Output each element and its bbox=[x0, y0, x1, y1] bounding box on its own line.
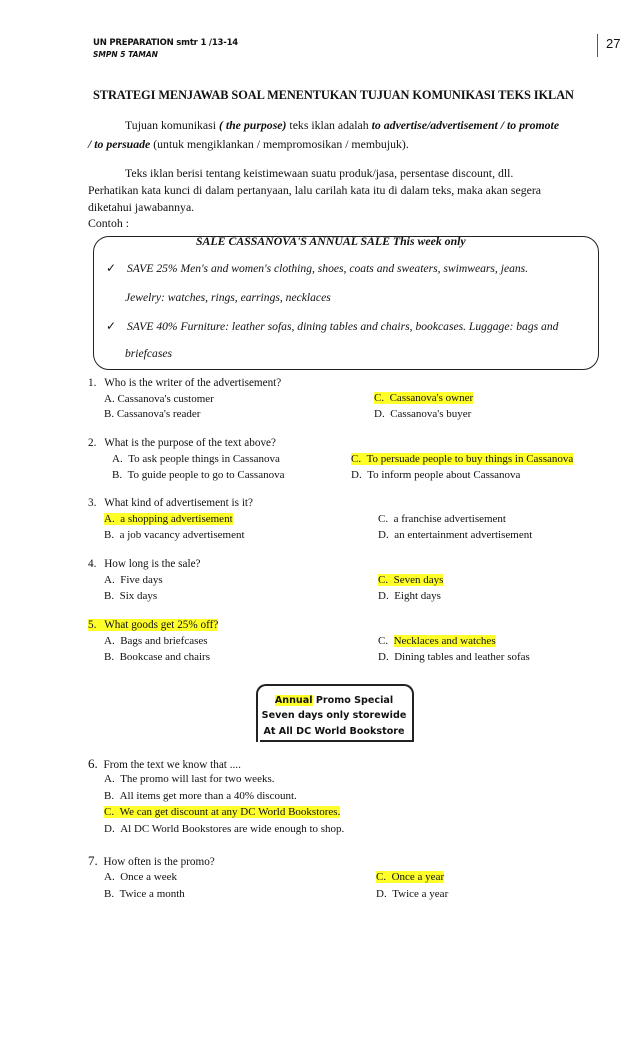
option-text: Seven days bbox=[393, 574, 444, 586]
option-letter: A. bbox=[104, 393, 115, 405]
intro-purpose: ( the purpose) bbox=[218, 118, 287, 132]
option-text: Cassanova's customer bbox=[117, 393, 214, 405]
option-text: To persuade people to buy things in Cassanova bbox=[366, 453, 574, 465]
option-text: To guide people to go to Cassanova bbox=[127, 469, 285, 481]
option-letter: C. bbox=[378, 574, 389, 586]
option-letter: C. bbox=[376, 871, 387, 883]
intro-text: (untuk mengiklankan / mempromosikan / membujuk). bbox=[150, 137, 409, 151]
option-letter: B. bbox=[104, 408, 115, 420]
option-text: The promo will last for two weeks. bbox=[120, 773, 275, 785]
question-text: How often is the promo? bbox=[103, 856, 215, 868]
advert-item-1-line-2: Jewelry: watches, rings, earrings, necklaces bbox=[125, 291, 331, 304]
option-text: a job vacancy advertisement bbox=[119, 529, 245, 541]
q3-option-a[interactable] bbox=[104, 513, 233, 525]
option-text: Al DC World Bookstores are wide enough to shop. bbox=[120, 823, 345, 835]
checkmark-icon: ✓ bbox=[106, 319, 117, 333]
page-number-divider bbox=[597, 34, 598, 57]
intro-p2-line-2: Perhatikan kata kunci di dalam pertanyaan, lalu carilah kata itu di dalam teks, maka akan segera bbox=[88, 183, 542, 197]
q6-option-d[interactable] bbox=[104, 823, 344, 835]
option-letter: A. bbox=[104, 635, 115, 647]
page-number: 27 bbox=[606, 36, 621, 51]
question-text: What is the purpose of the text above? bbox=[104, 437, 276, 449]
q1-option-d[interactable] bbox=[374, 408, 471, 420]
question-number: 7. bbox=[88, 853, 98, 868]
option-letter: B. bbox=[104, 529, 115, 541]
checkmark-icon: ✓ bbox=[106, 261, 117, 275]
option-text: Bags and briefcases bbox=[120, 635, 208, 647]
question-number: 6. bbox=[88, 756, 98, 771]
option-letter: C. bbox=[104, 806, 115, 818]
option-text: To ask people things in Cassanova bbox=[128, 453, 280, 465]
intro-keywords: / to persuade bbox=[88, 137, 151, 151]
q5-option-a[interactable] bbox=[104, 635, 208, 647]
question-5 bbox=[88, 619, 218, 631]
q4-option-a[interactable] bbox=[104, 574, 163, 586]
option-text: Cassanova's reader bbox=[116, 408, 201, 420]
q4-option-c[interactable] bbox=[378, 574, 443, 586]
q5-option-b[interactable] bbox=[104, 651, 210, 663]
option-letter: C. bbox=[351, 453, 362, 465]
question-number: 4. bbox=[88, 558, 97, 570]
intro-text: teks iklan adalah bbox=[286, 118, 372, 132]
intro-p2-line-1: Teks iklan berisi tentang keistimewaan suatu produk/jasa, persentase discount, dll. bbox=[125, 166, 514, 180]
question-text: From the text we know that .... bbox=[103, 759, 241, 771]
question-text: What goods get 25% off? bbox=[104, 619, 219, 631]
question-1 bbox=[88, 377, 281, 389]
header-line-1: UN PREPARATION smtr 1 /13-14 bbox=[93, 38, 239, 48]
header-line-2: SMPN 5 TAMAN bbox=[93, 50, 158, 59]
advert-item-2-line-2: briefcases bbox=[125, 347, 173, 360]
intro-line-1 bbox=[125, 118, 559, 133]
promo-line-3: At All DC World Bookstore bbox=[263, 726, 405, 737]
question-number: 5. bbox=[88, 619, 97, 631]
option-text: Twice a month bbox=[119, 888, 185, 900]
option-text: Twice a year bbox=[392, 888, 449, 900]
q2-option-d[interactable] bbox=[351, 469, 520, 481]
question-number: 3. bbox=[88, 497, 97, 509]
advert-item-1 bbox=[106, 261, 528, 276]
option-letter: D. bbox=[351, 469, 362, 481]
option-text: Once a year bbox=[391, 871, 445, 883]
q7-option-c[interactable] bbox=[376, 871, 444, 883]
intro-line-2 bbox=[88, 137, 409, 152]
option-letter: D. bbox=[378, 651, 389, 663]
option-letter: A. bbox=[104, 574, 115, 586]
question-6 bbox=[88, 756, 241, 772]
q6-option-b[interactable] bbox=[104, 790, 297, 802]
option-letter: D. bbox=[374, 408, 385, 420]
question-number: 2. bbox=[88, 437, 97, 449]
q4-option-d[interactable] bbox=[378, 590, 441, 602]
option-text: Cassanova's owner bbox=[389, 392, 474, 404]
advert-item-2 bbox=[106, 319, 558, 334]
question-3 bbox=[88, 497, 253, 509]
promo-line-2: Seven days only storewide bbox=[261, 710, 407, 721]
option-letter: A. bbox=[104, 871, 115, 883]
q3-option-d[interactable] bbox=[378, 529, 532, 541]
q5-option-c[interactable] bbox=[378, 635, 496, 647]
option-text: Cassanova's buyer bbox=[390, 408, 472, 420]
question-text: How long is the sale? bbox=[104, 558, 201, 570]
option-text: Six days bbox=[119, 590, 158, 602]
option-text: Bookcase and chairs bbox=[119, 651, 211, 663]
q1-option-b[interactable] bbox=[104, 408, 200, 420]
q3-option-c[interactable] bbox=[378, 513, 506, 525]
option-letter: B. bbox=[104, 888, 115, 900]
option-letter: B. bbox=[104, 651, 115, 663]
option-letter: B. bbox=[104, 790, 115, 802]
q2-option-b[interactable] bbox=[112, 469, 284, 481]
page-title: STRATEGI MENJAWAB SOAL MENENTUKAN TUJUAN KOMUNIKASI TEKS IKLAN bbox=[93, 88, 574, 102]
question-text: What kind of advertisement is it? bbox=[104, 497, 254, 509]
q4-option-b[interactable] bbox=[104, 590, 157, 602]
option-letter: C. bbox=[378, 513, 389, 525]
intro-keywords: to advertise/advertisement / to promote bbox=[371, 118, 560, 132]
option-text: Five days bbox=[120, 574, 163, 586]
option-letter: A. bbox=[104, 773, 115, 785]
promo-highlight: Annual bbox=[274, 695, 313, 706]
option-letter: A. bbox=[104, 513, 115, 525]
question-number: 1. bbox=[88, 377, 97, 389]
promo-underline bbox=[260, 740, 412, 742]
option-text: a shopping advertisement bbox=[120, 513, 233, 525]
option-letter: C. bbox=[378, 635, 389, 647]
option-text: Eight days bbox=[394, 590, 441, 602]
option-text: Once a week bbox=[120, 871, 178, 883]
contoh-label: Contoh : bbox=[88, 216, 129, 230]
option-text: All items get more than a 40% discount. bbox=[119, 790, 297, 802]
promo-box bbox=[256, 684, 412, 742]
option-letter: D. bbox=[376, 888, 387, 900]
option-text: Necklaces and watches bbox=[393, 635, 496, 647]
q1-option-a[interactable] bbox=[104, 393, 214, 405]
q2-option-c[interactable] bbox=[351, 453, 573, 465]
question-2 bbox=[88, 437, 276, 449]
option-letter: D. bbox=[104, 823, 115, 835]
question-text: Who is the writer of the advertisement? bbox=[104, 377, 282, 389]
q7-option-b[interactable] bbox=[104, 888, 185, 900]
intro-p2-line-3: diketahui jawabannya. bbox=[88, 200, 195, 214]
option-letter: B. bbox=[112, 469, 123, 481]
option-letter: D. bbox=[378, 529, 389, 541]
q2-option-a[interactable] bbox=[112, 453, 280, 465]
q7-option-a[interactable] bbox=[104, 871, 177, 883]
advert-item-2-text: SAVE 40% Furniture: leather sofas, dining tables and chairs, bookcases. Luggage: bags and bbox=[126, 320, 559, 333]
q1-option-c[interactable] bbox=[374, 392, 473, 404]
q5-option-d[interactable] bbox=[378, 651, 530, 663]
q7-option-d[interactable] bbox=[376, 888, 448, 900]
option-text: an entertainment advertisement bbox=[394, 529, 533, 541]
option-letter: A. bbox=[112, 453, 123, 465]
question-7 bbox=[88, 853, 215, 869]
q6-option-c[interactable] bbox=[104, 806, 340, 818]
option-text: To inform people about Cassanova bbox=[367, 469, 521, 481]
question-4 bbox=[88, 558, 201, 570]
advert-title: SALE CASSANOVA'S ANNUAL SALE This week only bbox=[196, 234, 466, 248]
option-letter: B. bbox=[104, 590, 115, 602]
option-letter: C. bbox=[374, 392, 385, 404]
intro-text: Tujuan komunikasi bbox=[125, 118, 219, 132]
promo-line-1 bbox=[256, 695, 412, 706]
q6-option-a[interactable] bbox=[104, 773, 274, 785]
q3-option-b[interactable] bbox=[104, 529, 245, 541]
option-text: We can get discount at any DC World Bookstores. bbox=[119, 806, 341, 818]
option-text: Dining tables and leather sofas bbox=[394, 651, 530, 663]
advert-item-1-text: SAVE 25% Men's and women's clothing, shoes, coats and sweaters, swimwears, jeans. bbox=[126, 262, 529, 275]
promo-line-1-text: Promo Special bbox=[312, 695, 394, 706]
option-letter: D. bbox=[378, 590, 389, 602]
option-text: a franchise advertisement bbox=[393, 513, 506, 525]
